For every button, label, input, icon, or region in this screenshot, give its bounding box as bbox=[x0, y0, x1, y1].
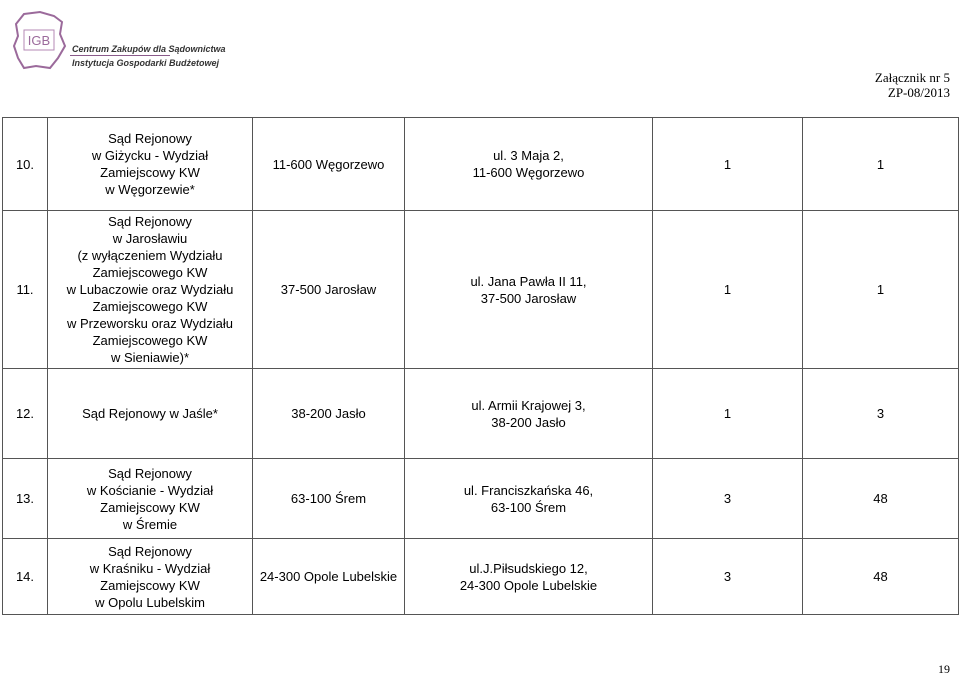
svg-text:IGB: IGB bbox=[27, 33, 51, 48]
address-line: 11-600 Węgorzewo bbox=[472, 165, 585, 180]
address-line: 24-300 Opole Lubelskie bbox=[459, 577, 598, 593]
quantity-a: 3 bbox=[653, 539, 803, 615]
table-row bbox=[3, 539, 959, 615]
street-address bbox=[405, 539, 653, 615]
address-line: 38-200 Jasło bbox=[491, 414, 566, 430]
row-number: 14. bbox=[3, 539, 48, 615]
court-name-line: w Opolu Lubelskim bbox=[95, 594, 205, 610]
court-name-line: Sąd Rejonowy bbox=[108, 131, 192, 146]
court-name-line: w Sieniawie)* bbox=[110, 350, 190, 365]
quantity-a: 1 bbox=[653, 211, 803, 369]
court-name-line: Zamiejscowego KW bbox=[92, 299, 208, 314]
court-name-line: Zamiejscowego KW bbox=[92, 333, 208, 348]
quantity-b: 48 bbox=[803, 539, 959, 615]
court-name-line: Sąd Rejonowy bbox=[108, 543, 192, 559]
document-header bbox=[875, 70, 950, 100]
court-name-line: Zamiejscowego KW bbox=[92, 265, 208, 280]
court-name-line: w Węgorzewie* bbox=[105, 182, 195, 197]
row-number: 11. bbox=[3, 211, 48, 369]
court-name-line: w Kraśniku - Wydział bbox=[89, 560, 211, 576]
address-line: 37-500 Jarosław bbox=[480, 290, 577, 306]
quantity-a: 1 bbox=[653, 369, 803, 459]
postal-city: 37-500 Jarosław bbox=[253, 211, 405, 369]
logo-divider bbox=[70, 55, 170, 56]
street-address bbox=[405, 369, 653, 459]
postal-city: 38-200 Jasło bbox=[253, 369, 405, 459]
table-row bbox=[3, 459, 959, 539]
quantity-b: 1 bbox=[803, 211, 959, 369]
court-name bbox=[48, 118, 253, 211]
court-name-line: Zamiejscowy KW bbox=[100, 499, 200, 515]
quantity-a: 1 bbox=[653, 118, 803, 211]
table-row bbox=[3, 118, 959, 211]
quantity-b: 3 bbox=[803, 369, 959, 459]
court-name-line: w Giżycku - Wydział bbox=[91, 148, 209, 163]
court-name-line: (z wyłączeniem Wydziału bbox=[77, 248, 223, 263]
postal-city: 63-100 Śrem bbox=[253, 459, 405, 539]
court-name-line: w Przeworsku oraz Wydziału bbox=[66, 316, 234, 331]
court-name-line: Zamiejscowy KW bbox=[100, 165, 200, 180]
street-address bbox=[405, 459, 653, 539]
court-name-line: w Kościanie - Wydział bbox=[86, 482, 214, 498]
logo-line1: Centrum Zakupów dla Sądownictwa bbox=[72, 44, 226, 54]
address-line: 63-100 Śrem bbox=[490, 499, 567, 515]
street-address bbox=[405, 211, 653, 369]
court-name bbox=[48, 369, 253, 459]
street-address bbox=[405, 118, 653, 211]
court-name-line: w Jarosławiu bbox=[112, 231, 188, 246]
table-row bbox=[3, 211, 959, 369]
address-line: ul.J.Piłsudskiego 12, bbox=[469, 560, 588, 576]
postal-city: 24-300 Opole Lubelskie bbox=[253, 539, 405, 615]
quantity-b: 48 bbox=[803, 459, 959, 539]
court-name bbox=[48, 459, 253, 539]
page-number: 19 bbox=[938, 662, 950, 676]
court-name-line: w Śremie bbox=[122, 516, 178, 532]
court-name-line: w Lubaczowie oraz Wydziału bbox=[66, 282, 234, 297]
row-number: 12. bbox=[3, 369, 48, 459]
quantity-a: 3 bbox=[653, 459, 803, 539]
court-name-line: Sąd Rejonowy bbox=[108, 465, 192, 481]
court-name bbox=[48, 539, 253, 615]
address-line: ul. Jana Pawła II 11, bbox=[470, 273, 587, 289]
poland-map-logo-icon bbox=[10, 10, 68, 72]
postal-city: 11-600 Węgorzewo bbox=[253, 118, 405, 211]
address-line: ul. Armii Krajowej 3, bbox=[471, 397, 586, 413]
court-name-line: Sąd Rejonowy w Jaśle* bbox=[82, 406, 218, 421]
logo bbox=[10, 10, 226, 75]
address-line: ul. Franciszkańska 46, bbox=[463, 482, 594, 498]
logo-line2: Instytucja Gospodarki Budżetowej bbox=[72, 58, 220, 68]
address-line: ul. 3 Maja 2, bbox=[493, 148, 564, 163]
annex-label: Załącznik nr 5 bbox=[874, 70, 950, 85]
table-row bbox=[3, 369, 959, 459]
court-name-line: Sąd Rejonowy bbox=[108, 214, 192, 229]
row-number: 10. bbox=[3, 118, 48, 211]
court-name-line: Zamiejscowy KW bbox=[100, 577, 200, 593]
row-number: 13. bbox=[3, 459, 48, 539]
reference-number: ZP-08/2013 bbox=[887, 85, 950, 100]
courts-table bbox=[2, 117, 959, 615]
court-name bbox=[48, 211, 253, 369]
quantity-b: 1 bbox=[803, 118, 959, 211]
